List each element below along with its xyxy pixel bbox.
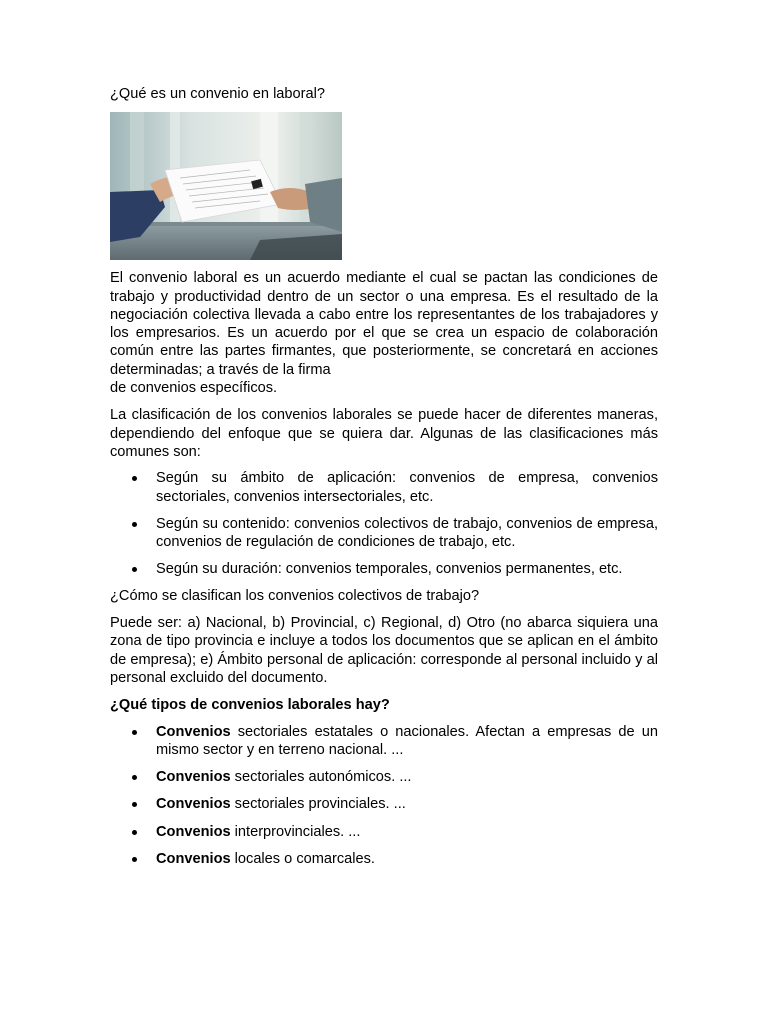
list-item: Convenios sectoriales estatales o nacionales. Afectan a empresas de un mismo sector y en terreno nacional. ... [110,723,658,760]
section-question-types: ¿Qué tipos de convenios laborales hay? [110,697,390,714]
collective-agreements-paragraph: Puede ser: a) Nacional, b) Provincial, c) Regional, d) Otro (no abarca siquiera una zona de tipo provincia e incluye a todos los documentos que se aplican en el ámbito de empresa); e) Ámbito personal de aplicación: corresponde al personal incluido y al personal excluido del documento. [110,615,658,686]
bullet-icon [132,522,137,527]
handshake-document-photo [110,112,342,260]
list-item: Según su ámbito de aplicación: convenios de empresa, convenios sectoriales, convenios intersectoriales, etc. [110,469,658,506]
page-title: ¿Qué es un convenio en laboral? [110,86,325,102]
bullet-icon [132,857,137,862]
section-question-classification: ¿Cómo se clasifican los convenios colectivos de trabajo? [110,587,480,604]
bullet-icon [132,476,137,481]
list-item: Según su contenido: convenios colectivos de trabajo, convenios de empresa, convenios de regulación de condiciones de trabajo, etc. [110,515,658,552]
document-page [110,85,658,877]
bullet-icon [132,775,137,780]
bullet-icon [132,567,137,572]
bullet-icon [132,830,137,835]
intro-paragraph: El convenio laboral es un acuerdo mediante el cual se pactan las condiciones de trabajo y productividad dentro de un sector o una empresa. Es el resultado de la negociación colectiva llevada a cabo entre los representantes de los trabajadores y los empresarios. Es un acuerdo por el que se crea un espacio de colaboración común entre las partes firmantes, que posteriormente, se concretará en acciones determinadas; a través de la firma [110,270,658,378]
bullet-icon [132,802,137,807]
list-item: Convenios sectoriales autonómicos. ... [110,768,658,786]
list-item: Convenios locales o comarcales. [110,850,658,868]
classification-paragraph: La clasificación de los convenios laborales se puede hacer de diferentes maneras, dependiendo del enfoque que se quiera dar. Algunas de las clasificaciones más comunes son: [110,407,658,460]
bullet-icon [132,730,137,735]
list-item: Convenios interprovinciales. ... [110,823,658,841]
classification-list [110,469,658,578]
list-item: Convenios sectoriales provinciales. ... [110,795,658,813]
types-list [110,723,658,869]
intro-paragraph-end: de convenios específicos. [110,380,278,397]
list-item: Según su duración: convenios temporales, convenios permanentes, etc. [110,560,658,578]
